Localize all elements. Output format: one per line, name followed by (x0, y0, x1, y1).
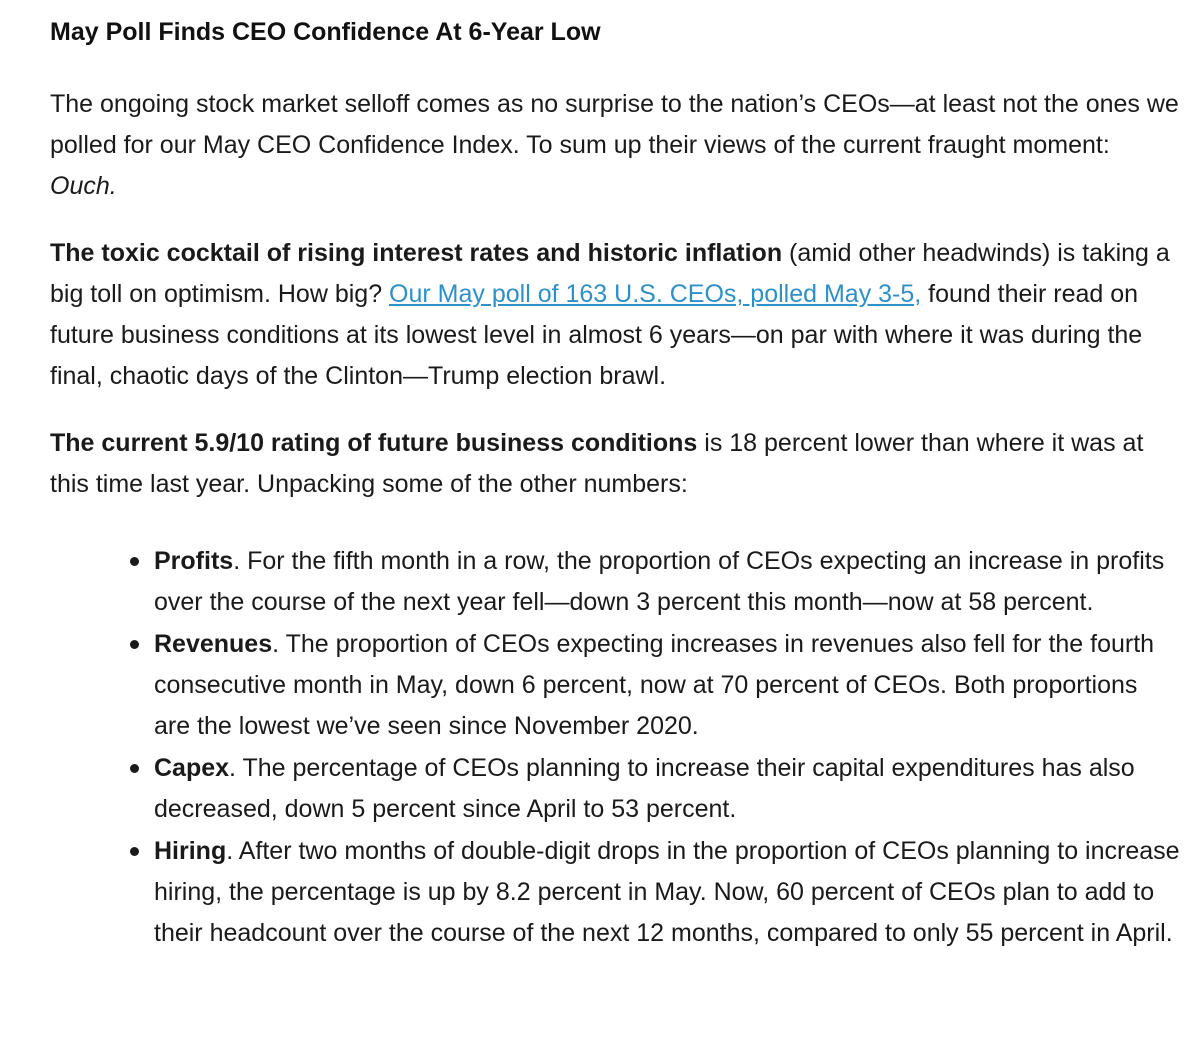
poll-link[interactable]: Our May poll of 163 U.S. CEOs, polled May 3-5, (389, 280, 922, 308)
rating-text: is 18 percent lower than where it was at this time last year. Unpacking some of the other numbers: (50, 429, 1144, 498)
rating-bold-lead: The current 5.9/10 rating of future business conditions (50, 429, 698, 457)
list-item-label: Hiring (154, 837, 227, 865)
toll-bold-lead: The toxic cocktail of rising interest rates and historic inflation (50, 239, 783, 267)
list-item-capex (154, 748, 1180, 830)
list-item-text: . The percentage of CEOs planning to increase their capital expenditures has also decreased, down 5 percent since April to 53 percent. (154, 754, 1135, 823)
rating-paragraph (50, 423, 1180, 505)
list-item-profits (154, 541, 1180, 623)
bullet-icon (130, 640, 139, 649)
intro-emphasis: Ouch. (50, 172, 117, 200)
toll-text-2: found their read on future business conditions at its lowest level in almost 6 years—on par with where it was during the final, chaotic days of the Clinton—Trump election brawl. (50, 280, 1143, 390)
list-item-text: . After two months of double-digit drops in the proportion of CEOs planning to increase hiring, the percentage is up by 8.2 percent in May. Now, 60 percent of CEOs plan to add to their headcount over the course of the next 12 months, compared to only 55 percent in April. (154, 837, 1180, 947)
bullet-icon (130, 847, 139, 856)
bullet-icon (130, 557, 139, 566)
article (50, 14, 1180, 955)
toll-text-1: (amid other headwinds) is taking a big toll on optimism. How big? (50, 239, 1170, 308)
intro-paragraph (50, 84, 1180, 207)
list-item-label: Revenues (154, 630, 273, 658)
toll-paragraph (50, 233, 1180, 397)
list-item-text: . The proportion of CEOs expecting increases in revenues also fell for the fourth consecutive month in May, down 6 percent, now at 70 percent of CEOs. Both proportions are the lowest we’ve seen since November 2020. (154, 630, 1155, 740)
list-item-text: . For the fifth month in a row, the proportion of CEOs expecting an increase in profits over the course of the next year fell—down 3 percent this month—now at 58 percent. (154, 547, 1165, 616)
numbers-list (50, 541, 1180, 954)
bullet-icon (130, 764, 139, 773)
list-item-revenues (154, 624, 1180, 747)
list-item-label: Profits (154, 547, 234, 575)
headline: May Poll Finds CEO Confidence At 6-Year Low (50, 18, 601, 46)
intro-text: The ongoing stock market selloff comes as no surprise to the nation’s CEOs—at least not the ones we polled for our May CEO Confidence Index. To sum up their views of the current fraught moment: (50, 90, 1179, 159)
list-item-hiring (154, 831, 1180, 954)
list-item-label: Capex (154, 754, 230, 782)
